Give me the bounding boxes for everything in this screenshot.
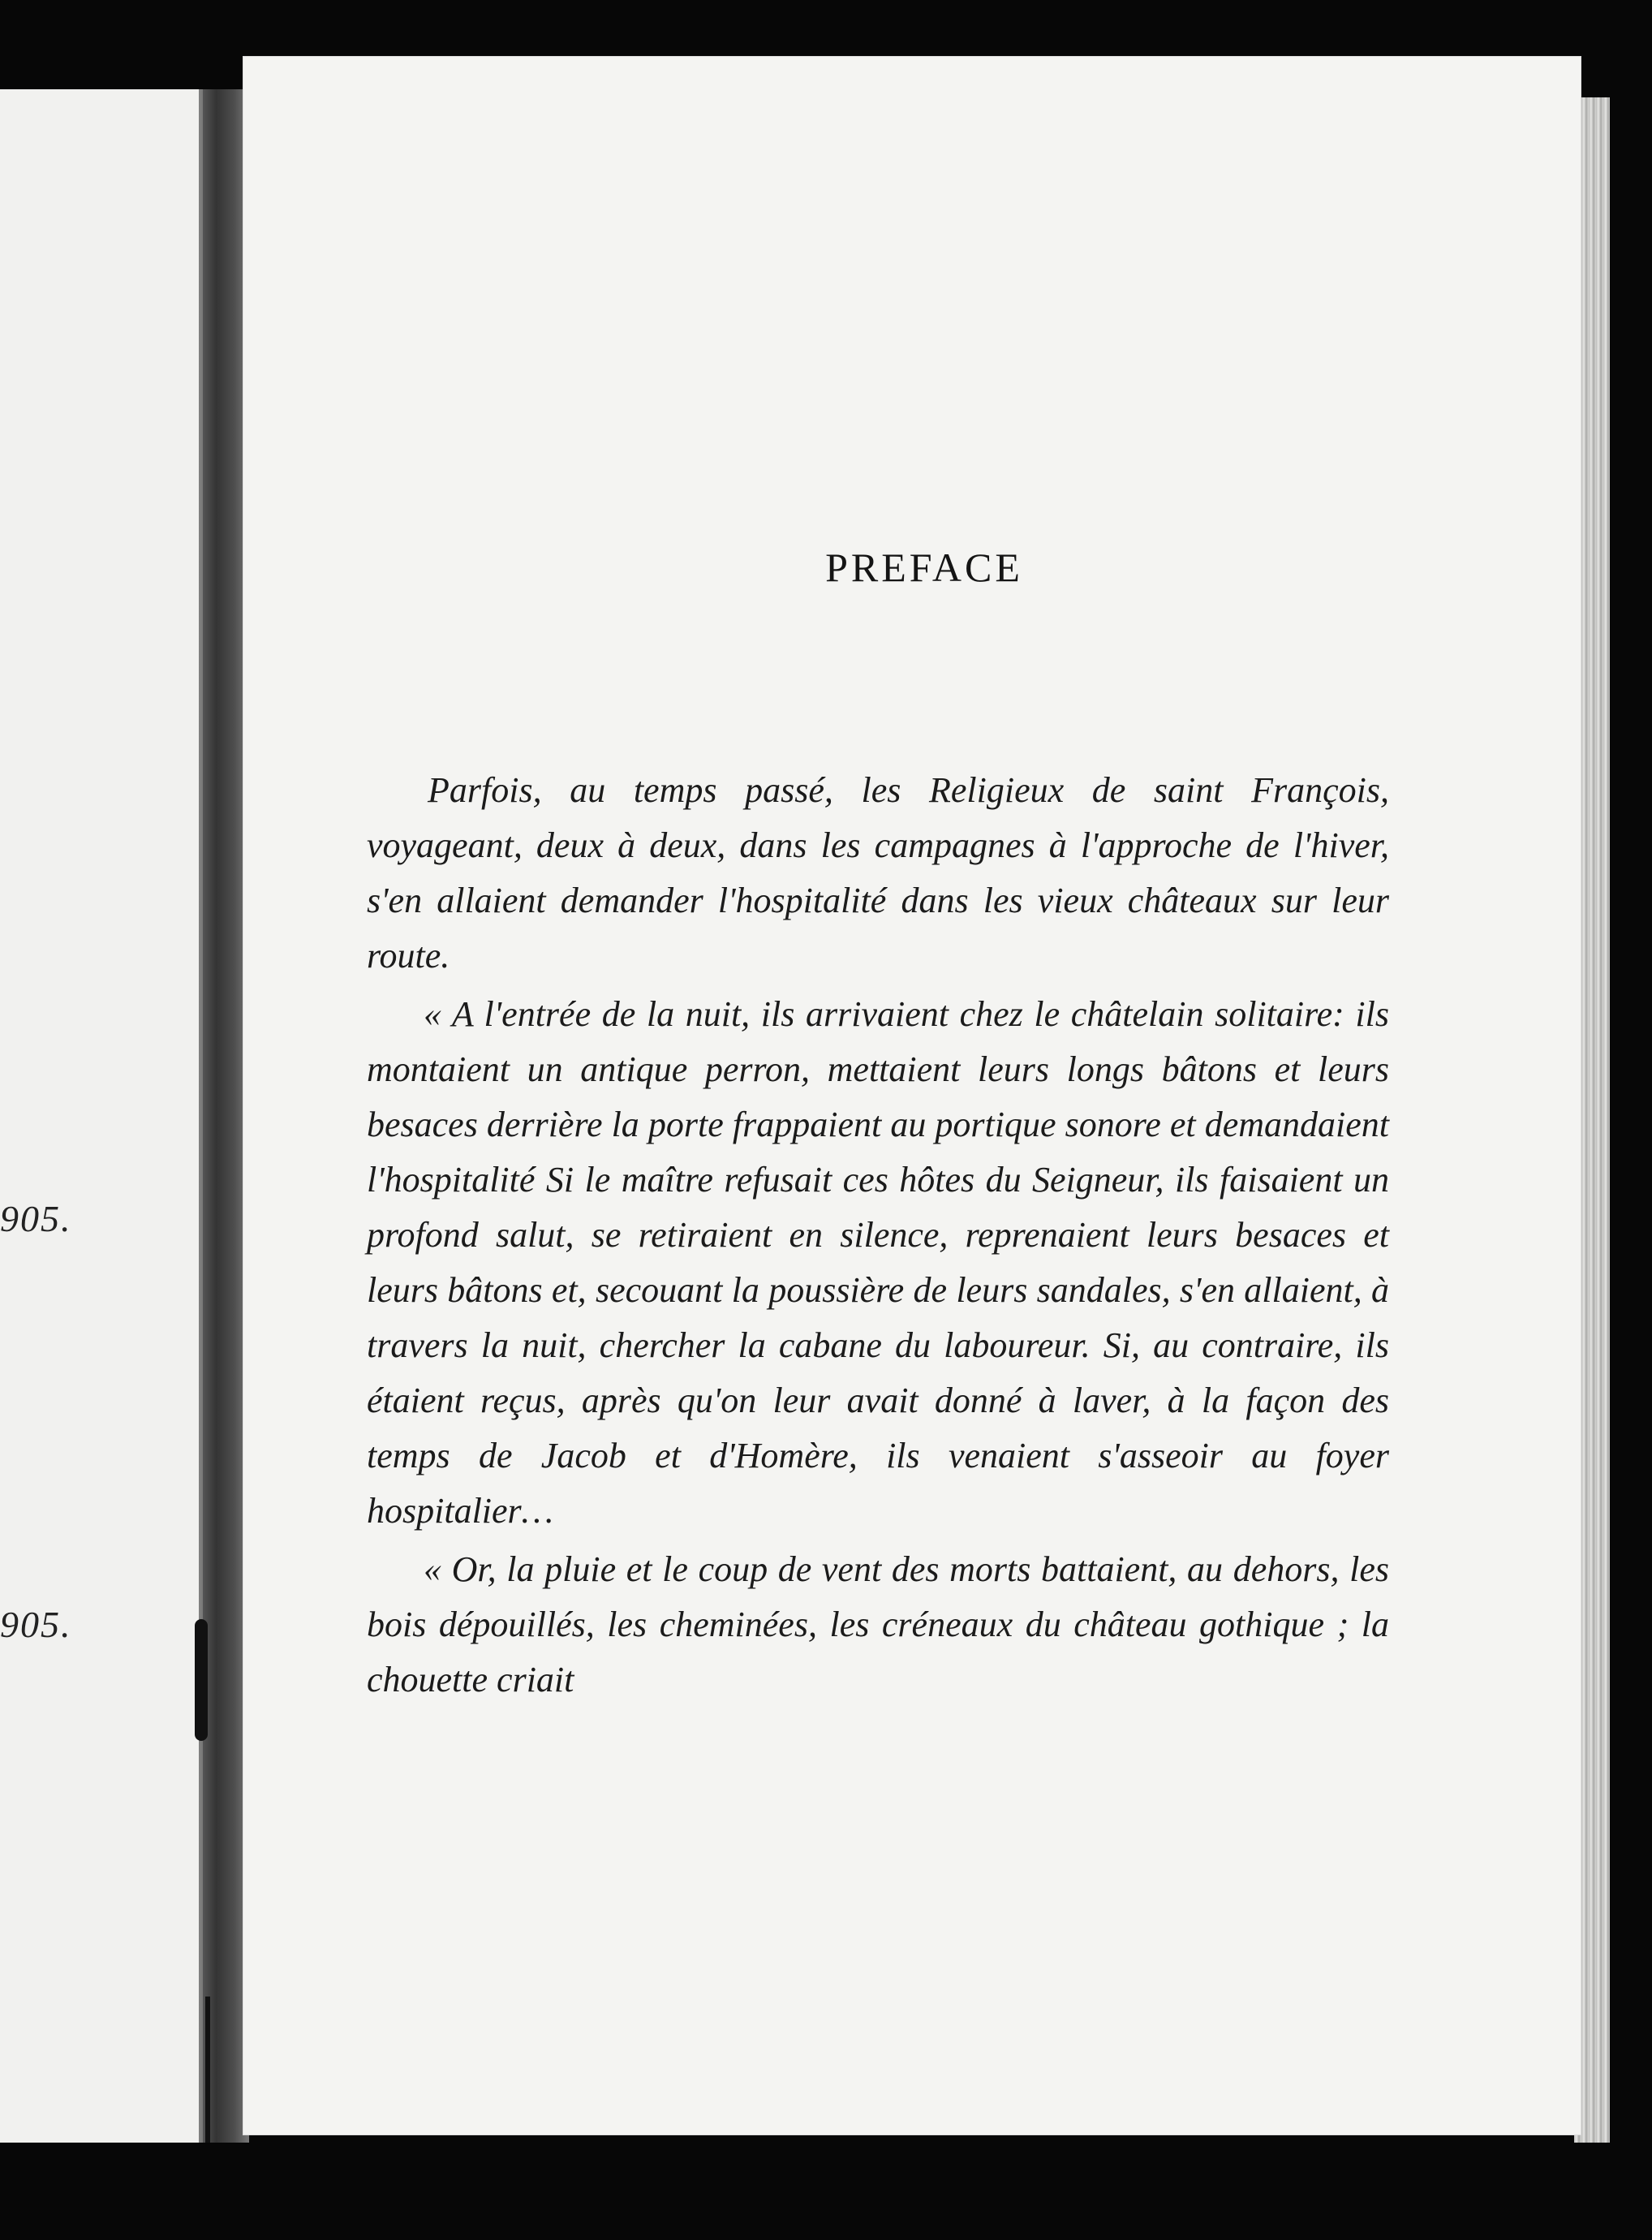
gutter-mark: [205, 1997, 210, 2143]
preface-body: [367, 763, 1389, 1711]
page-title: PREFACE: [825, 545, 1023, 590]
paragraph: Parfois, au temps passé, les Religieux de saint François, voyageant, deux à deux, dans les campagnes à l'approche de l'hiver, s'en allaient demander l'hospitalité dans les vieux châteaux sur leur route.: [367, 770, 1389, 976]
left-page-fragment: 905.: [0, 1604, 72, 1645]
paragraph: « Or, la pluie et le coup de vent des morts battaient, au dehors, les bois dépouillés, les cheminées, les créneaux du château gothique ; la chouette criait: [367, 1549, 1389, 1699]
gutter-mark: [195, 1619, 208, 1741]
book-page: [243, 57, 1581, 2134]
book-gutter: [199, 89, 249, 2143]
previous-page: [0, 89, 203, 2143]
left-page-fragment: 905.: [0, 1198, 72, 1239]
paragraph: « A l'entrée de la nuit, ils arrivaient chez le châtelain solitaire: ils montaient un antique perron, mettaient leurs longs bâtons et leurs besaces derrière la porte frappaient au portique sonore et demandaient l'hospitalité Si le maître refusait ces hôtes du Seigneur, ils faisaient un profond salut, se retiraient en silence, reprenaient leurs besaces et leurs bâtons et, secouant la poussière de leurs sandales, s'en allaient, à travers la nuit, chercher la cabane du laboureur. Si, au contraire, ils étaient reçus, après qu'on leur avait donné à laver, à la façon des temps de Jacob et d'Homère, ils venaient s'asseoir au foyer hospitalier…: [367, 994, 1389, 1531]
